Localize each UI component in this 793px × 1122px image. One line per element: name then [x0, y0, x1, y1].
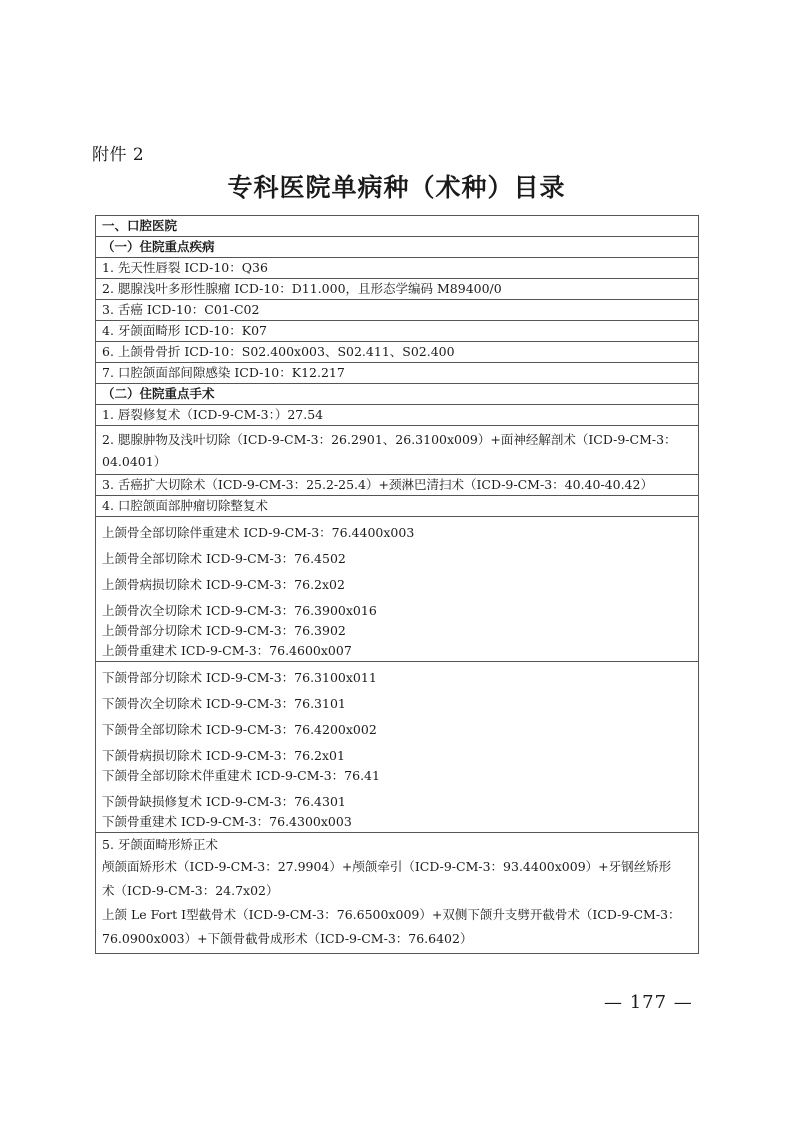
- procedure-line: 下颌骨缺损修复术 ICD-9-CM-3：76.4301: [102, 794, 346, 809]
- procedure-line: 上颌骨次全切除术 ICD-9-CM-3：76.3900x016: [102, 603, 377, 618]
- surgery-item: 1. 唇裂修复术（ICD-9-CM-3：）27.54: [96, 405, 699, 426]
- surgery-item-line: 2. 腮腺肿物及浅叶切除（ICD-9-CM-3：26.2901、26.3100x009）+面神经解剖术（ICD-9-CM-3：: [102, 432, 677, 447]
- table-row: [96, 405, 699, 426]
- table-row: [96, 258, 699, 279]
- procedure-line: 上颌骨全部切除伴重建术 ICD-9-CM-3：76.4400x003: [102, 525, 415, 540]
- procedure-line: 上颌 Le Fort Ⅰ型截骨术（ICD-9-CM-3：76.6500x009）+双侧下颌升支劈开截骨术（ICD-9-CM-3：: [102, 907, 681, 922]
- procedure-line: 术（ICD-9-CM-3：24.7x02）: [102, 883, 279, 898]
- surgery-item: 3. 舌癌扩大切除术（ICD-9-CM-3：25.2-25.4）+颈淋巴清扫术（ICD-9-CM-3：40.40-40.42）: [96, 475, 699, 496]
- section-heading: 一、口腔医院: [96, 216, 699, 237]
- table-row: [96, 279, 699, 300]
- procedure-line: 下颌骨全部切除术 ICD-9-CM-3：76.4200x002: [102, 722, 377, 737]
- surgeries-heading: （二）住院重点手术: [96, 384, 699, 405]
- procedure-line: 上颌骨病损切除术 ICD-9-CM-3：76.2x02: [102, 577, 345, 592]
- table-row: [96, 517, 699, 662]
- page-number: — 177 —: [604, 992, 693, 1013]
- diseases-heading: （一）住院重点疾病: [96, 237, 699, 258]
- disease-item: 4. 牙颌面畸形 ICD-10：K07: [96, 321, 699, 342]
- attachment-label: 附件 2: [92, 145, 145, 165]
- table-row: [96, 475, 699, 496]
- procedure-line: 下颌骨重建术 ICD-9-CM-3：76.4300x003: [102, 814, 352, 829]
- disease-item: 2. 腮腺浅叶多形性腺瘤 ICD-10：D11.000，且形态学编码 M89400/0: [96, 279, 699, 300]
- procedure-line: 下颌骨次全切除术 ICD-9-CM-3：76.3101: [102, 696, 346, 711]
- maxilla-procedures: [96, 517, 699, 662]
- procedure-line: 下颌骨病损切除术 ICD-9-CM-3：76.2x01: [102, 748, 345, 763]
- table-row: [96, 363, 699, 384]
- table-row: [96, 662, 699, 833]
- procedure-line: 下颌骨全部切除术伴重建术 ICD-9-CM-3：76.41: [102, 768, 380, 783]
- procedure-line: 上颌骨全部切除术 ICD-9-CM-3：76.4502: [102, 551, 346, 566]
- mandible-procedures: [96, 662, 699, 833]
- surgery-item: [96, 426, 699, 475]
- procedure-line: 颅颌面矫形术（ICD-9-CM-3：27.9904）+颅颌牵引（ICD-9-CM-3：93.4400x009）+牙钢丝矫形: [102, 859, 672, 874]
- procedure-line: 上颌骨部分切除术 ICD-9-CM-3：76.3902: [102, 623, 346, 638]
- surgery-item-5: [96, 833, 699, 954]
- table-row: [96, 300, 699, 321]
- disease-item: 1. 先天性唇裂 ICD-10：Q36: [96, 258, 699, 279]
- catalog-table: [95, 215, 699, 954]
- table-row: [96, 237, 699, 258]
- surgery-item: 4. 口腔颌面部肿瘤切除整复术: [96, 496, 699, 517]
- procedure-line: 76.0900x003）+下颌骨截骨成形术（ICD-9-CM-3：76.6402）: [102, 931, 473, 946]
- procedure-line: 下颌骨部分切除术 ICD-9-CM-3：76.3100x011: [102, 670, 377, 685]
- table-row: [96, 216, 699, 237]
- table-row: [96, 384, 699, 405]
- procedure-line: 上颌骨重建术 ICD-9-CM-3：76.4600x007: [102, 643, 352, 658]
- table-row: [96, 496, 699, 517]
- page-title: 专科医院单病种（术种）目录: [227, 173, 566, 202]
- table-row: [96, 342, 699, 363]
- surgery-item-line: 04.0401）: [102, 454, 167, 469]
- table-row: [96, 321, 699, 342]
- surgery-item-heading: 5. 牙颌面畸形矫正术: [102, 837, 218, 852]
- disease-item: 3. 舌癌 ICD-10：C01-C02: [96, 300, 699, 321]
- table-row: [96, 833, 699, 954]
- disease-item: 6. 上颌骨骨折 ICD-10：S02.400x003、S02.411、S02.400: [96, 342, 699, 363]
- disease-item: 7. 口腔颌面部间隙感染 ICD-10：K12.217: [96, 363, 699, 384]
- table-row: [96, 426, 699, 475]
